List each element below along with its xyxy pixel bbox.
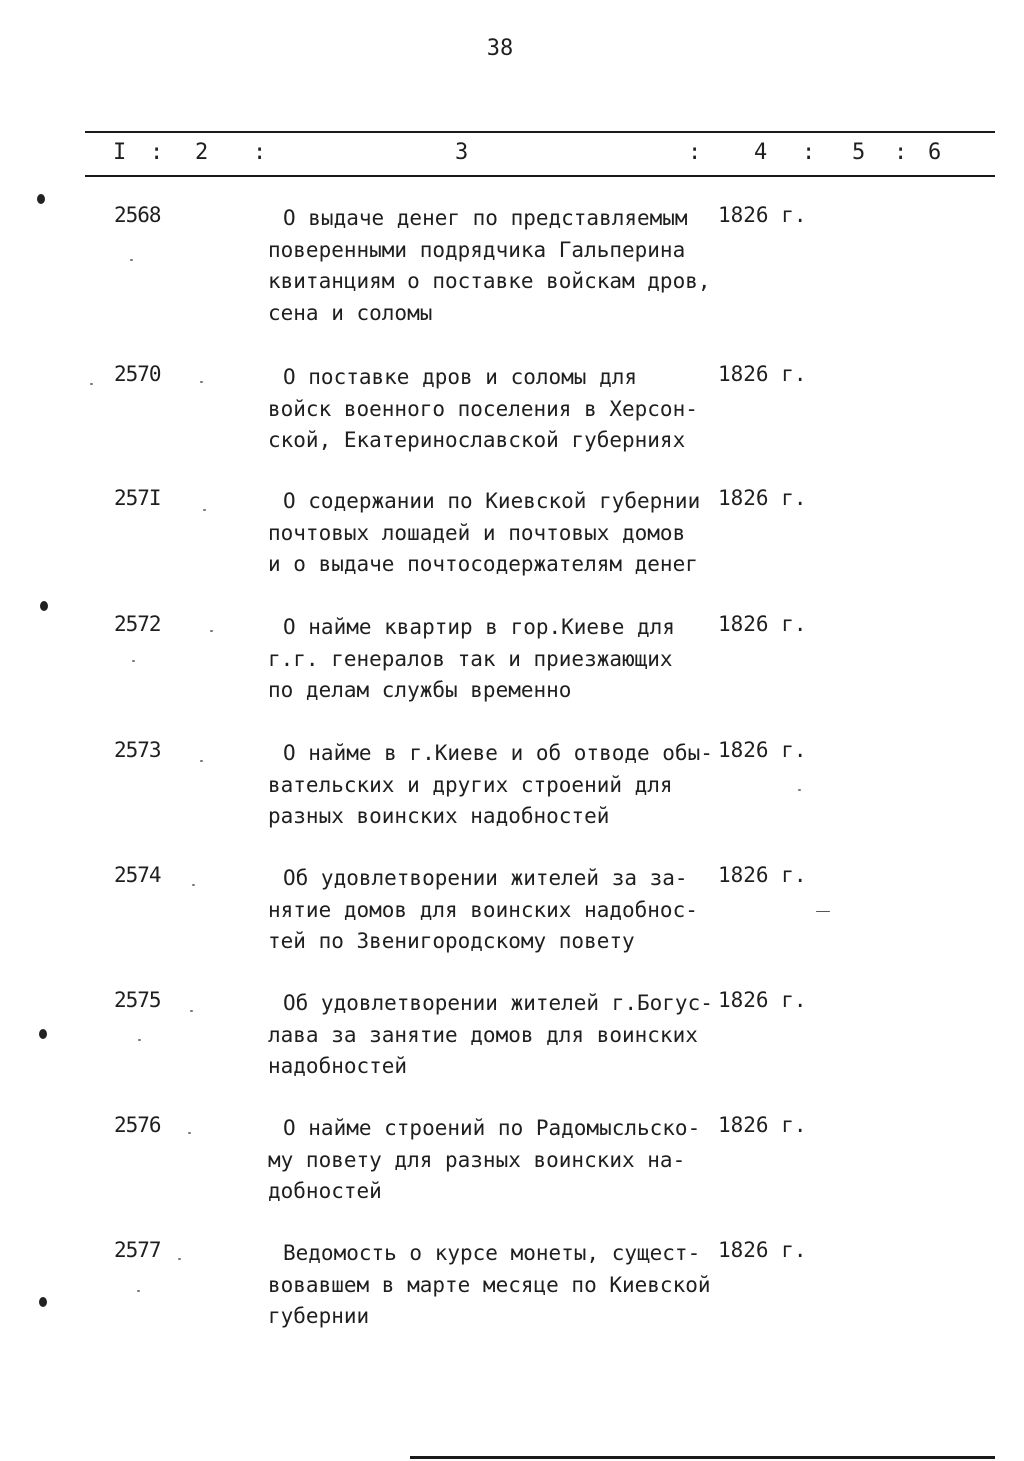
page-bottom-rule <box>410 1456 995 1459</box>
record-title-line: О найме квартир в гор.Киеве для <box>283 615 675 639</box>
record-title-line: сена и соломы <box>268 300 433 325</box>
record-title-line: О поставке дров и соломы для <box>283 365 638 389</box>
record-title-line: О содержании по Киевской губернии <box>283 489 701 513</box>
record-title-line: вательских и других строений для <box>268 772 673 797</box>
record-number: 2576 <box>114 1113 161 1137</box>
column-header-2: 2 <box>195 140 209 165</box>
record-title-line: почтовых лошадей и почтовых домов <box>268 520 686 545</box>
scan-speck <box>132 660 135 662</box>
scan-speck <box>138 1039 141 1041</box>
record-title-line: губернии <box>268 1304 370 1328</box>
record-year: 1826 г. <box>718 863 807 887</box>
record-title <box>268 988 728 1083</box>
record-number: 2573 <box>114 738 161 762</box>
record-title-line: нятие домов для воинских надобнос- <box>268 897 698 922</box>
column-separator: : <box>802 140 816 165</box>
record-title-line: О найме строений по Радомысльско- <box>283 1116 701 1140</box>
record-title-line: по делам службы временно <box>268 678 572 702</box>
scan-speck <box>178 1258 181 1260</box>
record-number: 2575 <box>114 988 161 1012</box>
record-title <box>268 203 728 329</box>
scan-speck <box>130 259 133 261</box>
record-title-line: поверенными подрядчика Гальперина <box>268 237 686 262</box>
scan-speck <box>137 1290 140 1292</box>
scan-speck <box>188 1132 191 1134</box>
scan-speck <box>192 884 195 886</box>
record-year: 1826 г. <box>718 612 807 636</box>
record-title <box>268 1238 728 1333</box>
record-year: 1826 г. <box>718 362 807 386</box>
column-separator: : <box>150 140 164 165</box>
record-title-line: О найме в г.Киеве и об отводе обы- <box>283 741 713 765</box>
record-title-line: му повету для разных воинских на- <box>268 1147 686 1172</box>
record-title <box>268 486 728 581</box>
scan-speck <box>798 789 801 791</box>
column-header-3: 3 <box>455 140 469 165</box>
record-title-line: тей по Звенигородскому повету <box>268 929 635 953</box>
record-number: 2572 <box>114 612 161 636</box>
record-title-line: г.г. генералов так и приезжающих <box>268 646 673 671</box>
record-title-line: Об удовлетворении жителей за за- <box>283 866 688 890</box>
record-year: 1826 г. <box>718 486 807 510</box>
record-year: 1826 г. <box>718 203 807 227</box>
scan-speck <box>200 381 203 383</box>
record-number: 2570 <box>114 362 161 386</box>
record-title-line: лава за занятие домов для воинских <box>268 1022 698 1047</box>
column-header-1: I <box>113 140 127 165</box>
column-header-5: 5 <box>852 140 866 165</box>
scan-speck <box>816 911 830 912</box>
record-title <box>268 1113 728 1208</box>
scan-speck <box>203 509 206 511</box>
punch-hole-mark <box>39 1029 47 1039</box>
record-number: 257I <box>114 486 161 510</box>
record-title <box>268 863 728 958</box>
record-title-line: ской, Екатеринославской губерниях <box>268 428 686 452</box>
record-title-line: добностей <box>268 1179 382 1203</box>
record-title <box>268 612 728 707</box>
record-title-line: квитанциям о поставке войскам дров, <box>268 269 711 293</box>
record-year: 1826 г. <box>718 988 807 1012</box>
scan-speck <box>200 760 203 762</box>
record-title-line: надобностей <box>268 1054 408 1078</box>
page-number: 38 <box>486 36 514 61</box>
record-number: 2574 <box>114 863 161 887</box>
record-title <box>268 738 728 833</box>
record-number: 2577 <box>114 1238 161 1262</box>
column-separator: : <box>894 140 908 165</box>
record-title-line: и о выдаче почтосодержателям денег <box>268 552 698 576</box>
column-separator: : <box>253 140 267 165</box>
record-title-line: вовавшем в марте месяце по Киевской <box>268 1272 711 1297</box>
record-title <box>268 362 728 457</box>
punch-hole-mark <box>40 601 48 611</box>
punch-hole-mark <box>37 194 45 204</box>
record-title-line: Об удовлетворении жителей г.Богус- <box>283 991 713 1015</box>
column-separator: : <box>688 140 702 165</box>
record-year: 1826 г. <box>718 738 807 762</box>
punch-hole-mark <box>39 1297 47 1307</box>
column-header-4: 4 <box>754 140 768 165</box>
column-header-6: 6 <box>928 140 942 165</box>
record-year: 1826 г. <box>718 1238 807 1262</box>
record-year: 1826 г. <box>718 1113 807 1137</box>
scan-speck <box>90 383 93 385</box>
record-number: 2568 <box>114 203 161 227</box>
record-title-line: О выдаче денег по представляемым <box>283 206 688 230</box>
scan-speck <box>210 630 213 632</box>
scan-speck <box>190 1010 193 1012</box>
record-title-line: Ведомость о курсе монеты, сущест- <box>283 1241 701 1265</box>
record-title-line: войск военного поселения в Херсон- <box>268 396 698 421</box>
record-title-line: разных воинских надобностей <box>268 804 610 828</box>
